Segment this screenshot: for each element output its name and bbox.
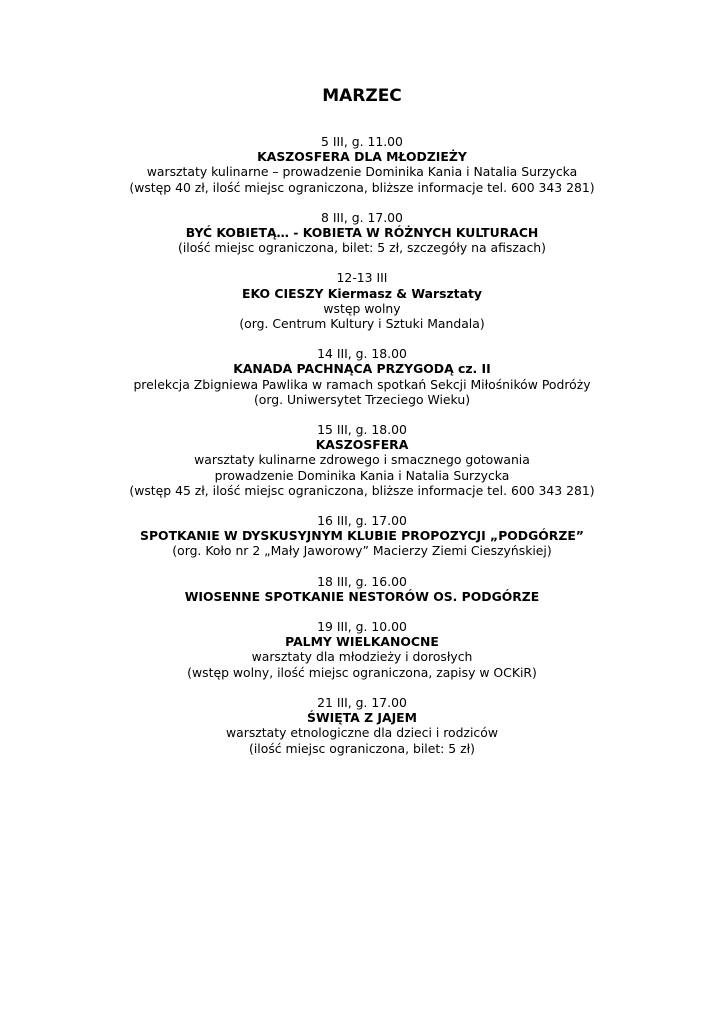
event-detail: (org. Uniwersytet Trzeciego Wieku) bbox=[253, 391, 471, 407]
event-item bbox=[0, 210, 724, 256]
event-date: 16 III, g. 17.00 bbox=[317, 513, 407, 529]
event-detail: (ilość miejsc ograniczona, bilet: 5 zł, szczegóły na afiszach) bbox=[178, 240, 546, 256]
event-detail: prelekcja Zbigniewa Pawlika w ramach spotkań Sekcji Miłośników Podróży bbox=[133, 376, 591, 392]
event-title: BYĆ KOBIETĄ… - KOBIETA W RÓŻNYCH KULTURACH bbox=[185, 225, 539, 241]
event-item bbox=[0, 346, 724, 407]
event-title: KANADA PACHNĄCA PRZYGODĄ cz. II bbox=[233, 361, 491, 377]
event-date: 18 III, g. 16.00 bbox=[317, 573, 407, 589]
event-detail: (wstęp 45 zł, ilość miejsc ograniczona, bliższe informacje tel. 600 343 281) bbox=[129, 482, 595, 498]
page-title: MARZEC bbox=[322, 86, 402, 106]
event-date: 12-13 III bbox=[336, 270, 388, 286]
event-title: ŚWIĘTA Z JAJEM bbox=[307, 710, 417, 726]
event-date: 8 III, g. 17.00 bbox=[321, 209, 403, 225]
event-detail: (ilość miejsc ograniczona, bilet: 5 zł) bbox=[249, 740, 475, 756]
event-date: 21 III, g. 17.00 bbox=[317, 694, 407, 710]
event-date: 14 III, g. 18.00 bbox=[317, 346, 407, 362]
event-item bbox=[0, 134, 724, 195]
event-detail: warsztaty etnologiczne dla dzieci i rodziców bbox=[226, 725, 498, 741]
event-detail: (wstęp 40 zł, ilość miejsc ograniczona, bliższe informacje tel. 600 343 281) bbox=[129, 179, 595, 195]
event-item bbox=[0, 619, 724, 680]
event-title: EKO CIESZY Kiermasz & Warsztaty bbox=[242, 285, 482, 301]
event-title: PALMY WIELKANOCNE bbox=[285, 634, 439, 650]
event-detail: warsztaty kulinarne zdrowego i smacznego gotowania bbox=[194, 452, 530, 468]
event-title: SPOTKANIE W DYSKUSYJNYM KLUBIE PROPOZYCJI „PODGÓRZE” bbox=[140, 528, 584, 544]
event-detail: prowadzenie Dominika Kania i Natalia Surzycka bbox=[214, 467, 510, 483]
event-detail: (wstęp wolny, ilość miejsc ograniczona, zapisy w OCKiR) bbox=[187, 664, 537, 680]
event-date: 19 III, g. 10.00 bbox=[317, 619, 407, 635]
event-detail: (org. Centrum Kultury i Sztuki Mandala) bbox=[239, 316, 485, 332]
event-list bbox=[0, 134, 724, 771]
event-date: 5 III, g. 11.00 bbox=[321, 134, 403, 149]
event-item bbox=[0, 422, 724, 498]
event-detail: warsztaty dla młodzieży i dorosłych bbox=[251, 649, 473, 665]
event-title: KASZOSFERA bbox=[315, 437, 409, 453]
event-detail: (org. Koło nr 2 „Mały Jaworowy” Macierzy Ziemi Cieszyńskiej) bbox=[172, 543, 552, 559]
event-date: 15 III, g. 18.00 bbox=[317, 422, 407, 438]
event-item bbox=[0, 574, 724, 604]
event-item bbox=[0, 695, 724, 756]
event-item bbox=[0, 270, 724, 331]
event-detail: wstęp wolny bbox=[323, 300, 401, 316]
event-title: KASZOSFERA DLA MŁODZIEŻY bbox=[257, 149, 467, 165]
event-detail: warsztaty kulinarne – prowadzenie Dominika Kania i Natalia Surzycka bbox=[146, 164, 578, 180]
event-item bbox=[0, 513, 724, 559]
event-title: WIOSENNE SPOTKANIE NESTORÓW OS. PODGÓRZE bbox=[184, 588, 540, 604]
